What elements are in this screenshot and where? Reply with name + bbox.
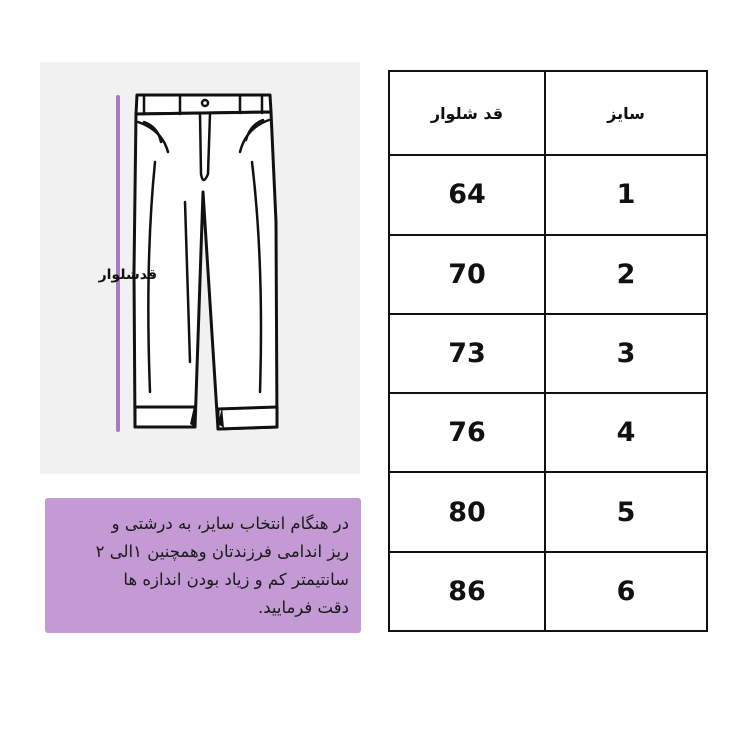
cell-size: 4 [545, 393, 707, 472]
cell-length: 70 [389, 235, 545, 314]
cell-length: 86 [389, 552, 545, 631]
note-line: سانتیمتر کم و زیاد بودن اندازه ها [123, 570, 349, 589]
cell-size: 1 [545, 155, 707, 234]
cell-length: 80 [389, 472, 545, 551]
pants-illustration [40, 62, 360, 474]
size-table [388, 70, 708, 632]
cell-size: 3 [545, 314, 707, 393]
cell-length: 64 [389, 155, 545, 234]
note-line: ریز اندامی فرزندتان وهمچنین ۱الی ۲ [95, 542, 349, 561]
pants-length-label: قدشلوار [98, 267, 157, 283]
cell-length: 73 [389, 314, 545, 393]
note-line: در هنگام انتخاب سایز، به درشتی و [111, 514, 349, 533]
table-header-row [389, 71, 707, 155]
table-row [389, 393, 707, 472]
header-pants-length: قد شلوار [389, 71, 545, 155]
table-row [389, 472, 707, 551]
size-selection-note [45, 498, 361, 633]
header-size: سایز [545, 71, 707, 155]
table-row [389, 155, 707, 234]
cell-size: 6 [545, 552, 707, 631]
table-row [389, 235, 707, 314]
cell-size: 2 [545, 235, 707, 314]
table-row [389, 314, 707, 393]
cell-length: 76 [389, 393, 545, 472]
table-row [389, 552, 707, 631]
cell-size: 5 [545, 472, 707, 551]
note-line: دقت فرمایید. [257, 598, 349, 617]
pants-illustration-panel [40, 62, 360, 474]
